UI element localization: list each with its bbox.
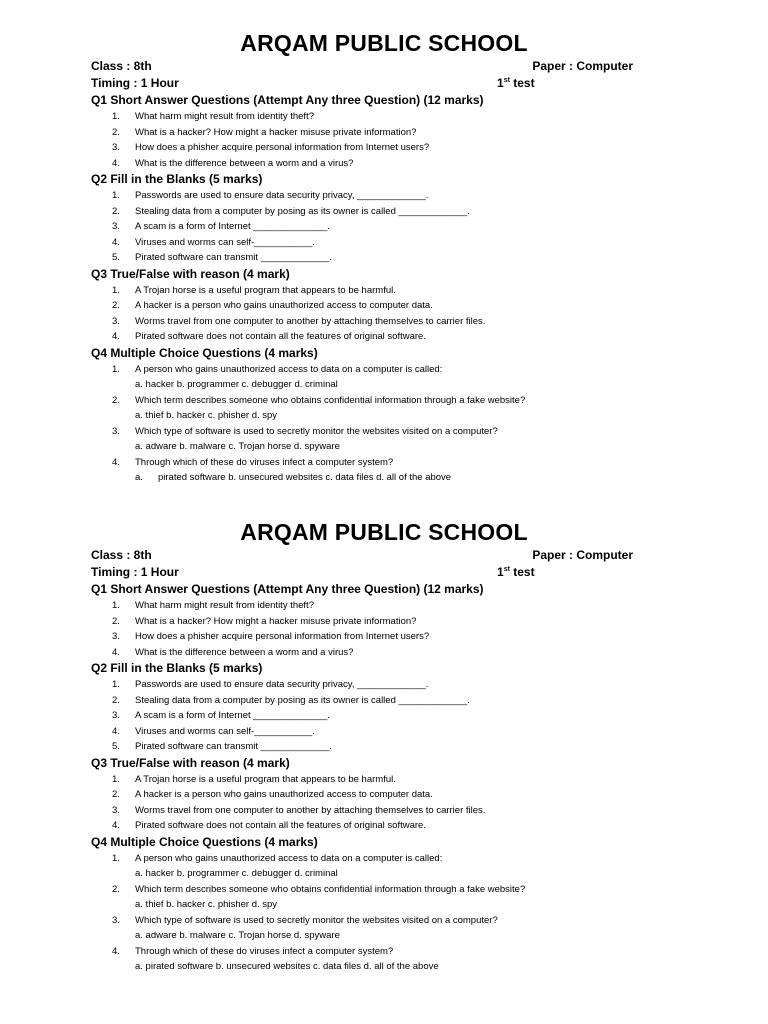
mcq-options: a. hacker b. programmer c. debugger d. criminal (135, 379, 338, 390)
list-item: 3. A scam is a form of Internet ______________. (112, 221, 330, 232)
list-item: 3. Which type of software is used to secretly monitor the websites visited on a computer? (112, 914, 498, 926)
timing-label: Timing : 1 Hour (91, 565, 179, 579)
list-item: 3. Worms travel from one computer to another by attaching themselves to carrier files. (112, 315, 486, 327)
q4-heading: Q4 Multiple Choice Questions (4 marks) (91, 345, 318, 360)
list-item: 1. Passwords are used to ensure data security privacy, _____________. (112, 190, 429, 201)
class-label: Class : 8th (91, 548, 152, 562)
paper-label: Paper : Computer (532, 548, 633, 562)
q1-list (0, 109, 768, 171)
list-item: 1. What harm might result from identity theft? (112, 600, 314, 611)
list-item: 2. Stealing data from a computer by posing as its owner is called _____________. (112, 205, 470, 217)
list-item: 2. Which term describes someone who obtains confidential information through a fake website? (112, 883, 526, 895)
school-title: ARQAM PUBLIC SCHOOL (240, 30, 528, 56)
q4-list (0, 851, 768, 975)
meta-row-timing (91, 564, 633, 581)
list-item: 1. What harm might result from identity theft? (112, 111, 314, 122)
timing-label: Timing : 1 Hour (91, 76, 179, 90)
mcq-options: a. thief b. hacker c. phisher d. spy (135, 410, 278, 421)
test-label: 1st test (497, 76, 535, 90)
q3-heading: Q3 True/False with reason (4 mark) (91, 755, 290, 770)
list-item: 3. How does a phisher acquire personal information from Internet users? (112, 142, 430, 153)
list-item: 1. Passwords are used to ensure data security privacy, _____________. (112, 679, 429, 690)
list-item: 4. Viruses and worms can self-___________. (112, 236, 315, 248)
list-item: 4. Through which of these do viruses infect a computer system? (112, 456, 394, 468)
list-item: 4. Pirated software does not contain all the features of original software. (112, 820, 426, 831)
test-label: 1st test (497, 565, 535, 579)
list-item: 2. What is a hacker? How might a hacker misuse private information? (112, 615, 417, 627)
q4-list (0, 362, 768, 486)
meta-row-class (91, 547, 633, 564)
q3-list (0, 772, 768, 834)
q2-list (0, 188, 768, 266)
question-paper-1 (0, 28, 768, 486)
q4-heading: Q4 Multiple Choice Questions (4 marks) (91, 834, 318, 849)
list-item: 3. How does a phisher acquire personal information from Internet users? (112, 631, 430, 642)
list-item: 4. What is the difference between a worm and a virus? (112, 646, 354, 658)
q2-heading: Q2 Fill in the Blanks (5 marks) (91, 172, 263, 186)
list-item: 4. Through which of these do viruses infect a computer system? (112, 945, 394, 957)
list-item: 2. Which term describes someone who obtains confidential information through a fake website? (112, 394, 526, 406)
list-item: 5. Pirated software can transmit _____________. (112, 252, 332, 263)
q1-heading: Q1 Short Answer Questions (Attempt Any three Question) (12 marks) (91, 93, 484, 107)
q3-heading: Q3 True/False with reason (4 mark) (91, 266, 290, 281)
meta-row-timing (91, 75, 633, 92)
q2-list (0, 677, 768, 755)
list-item: 3. Worms travel from one computer to another by attaching themselves to carrier files. (112, 804, 486, 816)
mcq-options: a. hacker b. programmer c. debugger d. criminal (135, 868, 338, 879)
mcq-options: a. pirated software b. unsecured websites c. data files d. all of the above (135, 472, 452, 483)
list-item: 2. What is a hacker? How might a hacker misuse private information? (112, 126, 417, 138)
list-item: 2. Stealing data from a computer by posing as its owner is called _____________. (112, 694, 470, 706)
list-item: 1. A person who gains unauthorized access to data on a computer is called: (112, 363, 443, 375)
list-item: 3. Which type of software is used to secretly monitor the websites visited on a computer? (112, 425, 498, 437)
list-item: 1. A Trojan horse is a useful program that appears to be harmful. (112, 773, 396, 785)
mcq-options: a. pirated software b. unsecured websites c. data files d. all of the above (135, 961, 439, 972)
list-item: 1. A Trojan horse is a useful program that appears to be harmful. (112, 284, 396, 296)
q1-list (0, 598, 768, 660)
q1-heading: Q1 Short Answer Questions (Attempt Any three Question) (12 marks) (91, 582, 484, 596)
list-item: 4. Pirated software does not contain all the features of original software. (112, 331, 426, 342)
school-title: ARQAM PUBLIC SCHOOL (240, 519, 528, 545)
class-label: Class : 8th (91, 59, 152, 73)
paper-label: Paper : Computer (532, 59, 633, 73)
meta-row-class (91, 58, 633, 75)
list-item: 2. A hacker is a person who gains unauthorized access to computer data. (112, 300, 433, 311)
list-item: 5. Pirated software can transmit _____________. (112, 741, 332, 752)
mcq-options: a. adware b. malware c. Trojan horse d. spyware (135, 441, 340, 452)
question-paper-2 (0, 517, 768, 975)
q3-list (0, 283, 768, 345)
list-item: 4. What is the difference between a worm and a virus? (112, 157, 354, 169)
mcq-options: a. adware b. malware c. Trojan horse d. spyware (135, 930, 340, 941)
list-item: 4. Viruses and worms can self-___________. (112, 725, 315, 737)
q2-heading: Q2 Fill in the Blanks (5 marks) (91, 661, 263, 675)
list-item: 1. A person who gains unauthorized access to data on a computer is called: (112, 852, 443, 864)
list-item: 3. A scam is a form of Internet ______________. (112, 710, 330, 721)
list-item: 2. A hacker is a person who gains unauthorized access to computer data. (112, 789, 433, 800)
mcq-options: a. thief b. hacker c. phisher d. spy (135, 899, 278, 910)
